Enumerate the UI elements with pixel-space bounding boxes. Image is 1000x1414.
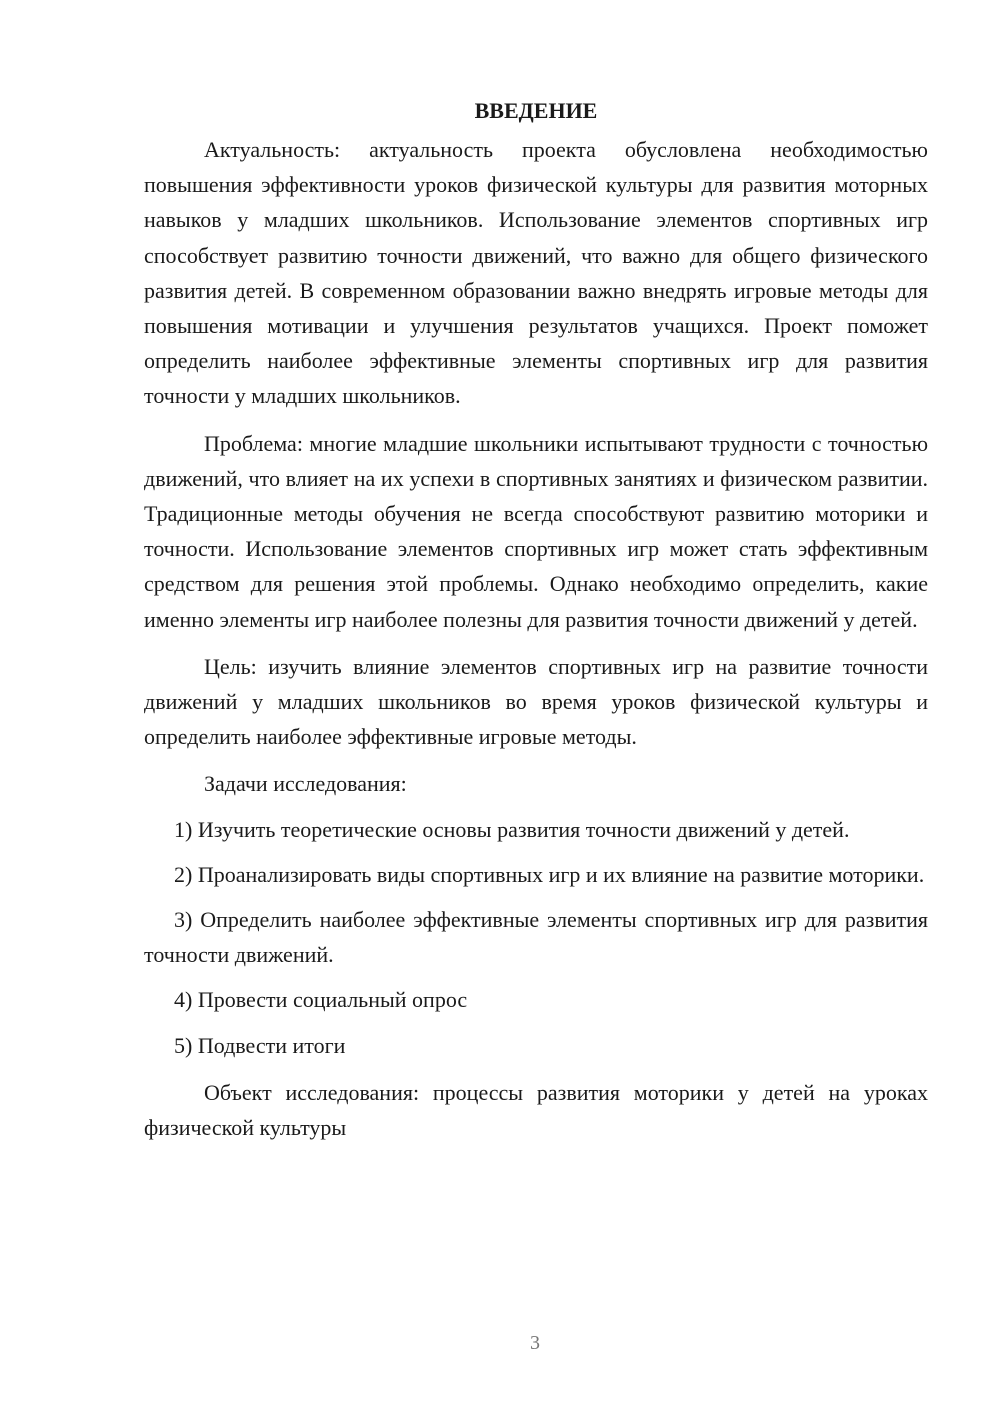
problem-paragraph: Проблема: многие младшие школьники испытывают трудности с точностью движений, что влияет на их успехи в спортивных занятиях и физическом развитии. Традиционные методы обучения не всегда способствуют развитию моторики и точности. Использование элементов спортивных игр может стать эффективным средством для решения этой проблемы. Однако необходимо определить, какие именно элементы игр наиболее полезны для развития точности движений у детей. — [144, 430, 928, 632]
task-item: 5) Подвести итоги — [174, 1032, 346, 1058]
tasks-heading: Задачи исследования: — [204, 771, 407, 797]
page-number: 3 — [530, 1332, 540, 1354]
document-page — [144, 92, 928, 1145]
task-item: 1) Изучить теоретические основы развития точности движений у детей. — [174, 816, 850, 842]
object-paragraph: Объект исследования: процессы развития моторики у детей на уроках физической культуры — [144, 1079, 928, 1141]
task-item: 3) Определить наиболее эффективные элементы спортивных игр для развития точности движений. — [144, 907, 928, 968]
task-item: 2) Проанализировать виды спортивных игр и их влияние на развитие моторики. — [174, 861, 925, 887]
section-heading: ВВЕДЕНИЕ — [474, 98, 598, 123]
task-item: 4) Провести социальный опрос — [174, 987, 468, 1013]
relevance-paragraph: Актуальность: актуальность проекта обусловлена необходимостью повышения эффективности уроков физической культуры для развития моторных навыков у младших школьников. Использование элементов спортивных игр способствует развитию точности движений, что важно для общего физического развития детей. В современном образовании важно внедрять игровые методы для повышения мотивации и улучшения результатов учащихся. Проект поможет определить наиболее эффективные элементы спортивных игр для развития точности у младших школьников. — [144, 137, 928, 409]
goal-paragraph: Цель: изучить влияние элементов спортивных игр на развитие точности движений у младших школьников во время уроков физической культуры и определить наиболее эффективные игровые методы. — [144, 653, 928, 750]
